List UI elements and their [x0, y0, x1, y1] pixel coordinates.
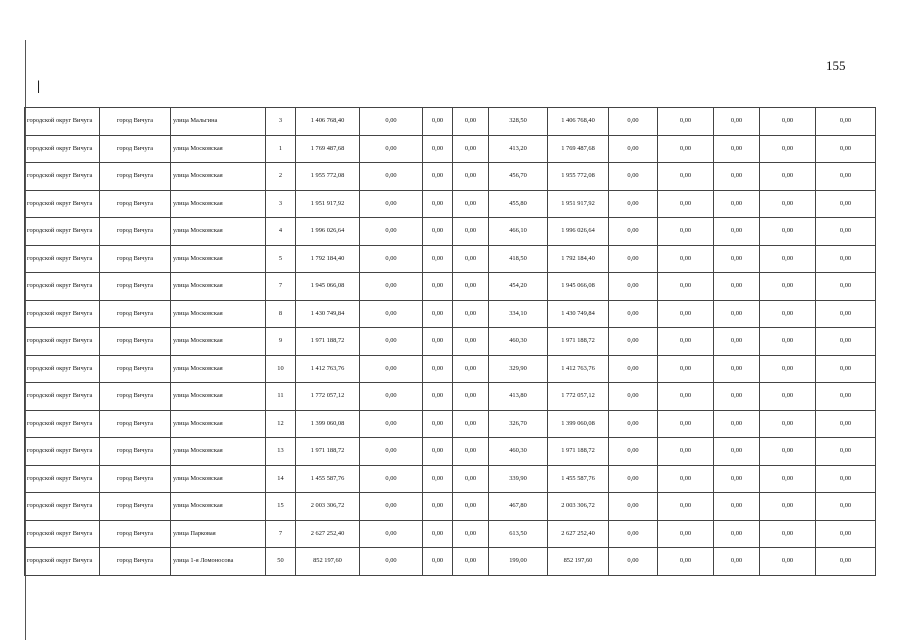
table-cell: городской округ Вичуга [25, 410, 100, 438]
table-cell: 0,00 [816, 163, 876, 191]
table-cell: городской округ Вичуга [25, 163, 100, 191]
table-cell: 0,00 [714, 328, 760, 356]
table-cell: городской округ Вичуга [25, 135, 100, 163]
table-cell: 2 003 306,72 [296, 493, 360, 521]
table-cell: 0,00 [453, 218, 489, 246]
table-cell: 1 772 057,12 [548, 383, 609, 411]
table-cell: 0,00 [816, 135, 876, 163]
table-cell: 0,00 [360, 300, 423, 328]
table-cell: 1 406 768,40 [548, 108, 609, 136]
table-cell: 0,00 [816, 465, 876, 493]
table-cell: город Вичуга [100, 465, 171, 493]
table-cell: 0,00 [714, 273, 760, 301]
table-cell: 0,00 [423, 163, 453, 191]
table-cell: 0,00 [609, 108, 658, 136]
table-cell: 0,00 [609, 410, 658, 438]
table-cell: 454,20 [489, 273, 548, 301]
table-cell: городской округ Вичуга [25, 190, 100, 218]
table-cell: улица Московская [171, 190, 266, 218]
table-cell: город Вичуга [100, 190, 171, 218]
table-cell: городской округ Вичуга [25, 493, 100, 521]
table-cell: 1 971 188,72 [548, 328, 609, 356]
table-cell: 2 627 252,40 [548, 520, 609, 548]
table-cell: 0,00 [453, 108, 489, 136]
table-cell: 328,50 [489, 108, 548, 136]
table-cell: 0,00 [423, 190, 453, 218]
table-cell: 0,00 [816, 493, 876, 521]
table-cell: 0,00 [453, 548, 489, 576]
table-cell: городской округ Вичуга [25, 355, 100, 383]
table-cell: 1 [266, 135, 296, 163]
table-cell: 7 [266, 273, 296, 301]
table-cell: городской округ Вичуга [25, 218, 100, 246]
table-row [25, 300, 876, 328]
table-cell: 339,90 [489, 465, 548, 493]
table-cell: 0,00 [658, 190, 714, 218]
table-cell: 0,00 [714, 520, 760, 548]
table-cell: 1 996 026,64 [548, 218, 609, 246]
table-cell: город Вичуга [100, 108, 171, 136]
table-cell: 0,00 [453, 493, 489, 521]
table-cell: 0,00 [714, 218, 760, 246]
table-cell: 0,00 [453, 465, 489, 493]
table-cell: 0,00 [816, 273, 876, 301]
table-cell: 0,00 [453, 383, 489, 411]
table-cell: 0,00 [360, 190, 423, 218]
table-cell: 0,00 [658, 108, 714, 136]
table-cell: 0,00 [360, 465, 423, 493]
table-cell: 0,00 [360, 438, 423, 466]
table-cell: 14 [266, 465, 296, 493]
table-cell: 1 430 749,84 [296, 300, 360, 328]
table-cell: 0,00 [816, 438, 876, 466]
table-cell: 1 430 749,84 [548, 300, 609, 328]
table-cell: 0,00 [360, 163, 423, 191]
table-row [25, 328, 876, 356]
table-cell: 0,00 [609, 300, 658, 328]
table-cell: 0,00 [714, 438, 760, 466]
table-cell: 0,00 [760, 548, 816, 576]
table-cell: 0,00 [714, 190, 760, 218]
table-cell: 0,00 [658, 383, 714, 411]
table-cell: 0,00 [453, 245, 489, 273]
table-cell: 0,00 [423, 108, 453, 136]
table-cell: 456,70 [489, 163, 548, 191]
table-cell: 0,00 [658, 245, 714, 273]
table-cell: 0,00 [609, 438, 658, 466]
table-cell: 0,00 [360, 245, 423, 273]
table-cell: город Вичуга [100, 135, 171, 163]
table-cell: 0,00 [423, 300, 453, 328]
table-cell: 0,00 [760, 190, 816, 218]
table-cell: улица Московская [171, 383, 266, 411]
table-cell: 0,00 [609, 218, 658, 246]
table-cell: 0,00 [453, 300, 489, 328]
table-cell: городской округ Вичуга [25, 548, 100, 576]
table-cell: 1 792 184,40 [296, 245, 360, 273]
table-cell: город Вичуга [100, 438, 171, 466]
table-row [25, 438, 876, 466]
table-cell: 460,30 [489, 438, 548, 466]
table-cell: 0,00 [816, 548, 876, 576]
table-cell: 0,00 [658, 438, 714, 466]
table-cell: 13 [266, 438, 296, 466]
table-cell: 0,00 [360, 328, 423, 356]
table-cell: 1 945 066,08 [548, 273, 609, 301]
table-cell: 0,00 [816, 383, 876, 411]
table-cell: 0,00 [714, 108, 760, 136]
table-cell: 0,00 [760, 328, 816, 356]
table-cell: 0,00 [658, 465, 714, 493]
table-cell: 0,00 [609, 548, 658, 576]
table-cell: улица Московская [171, 493, 266, 521]
table-cell: 0,00 [760, 218, 816, 246]
table-cell: 0,00 [360, 383, 423, 411]
table-cell: город Вичуга [100, 163, 171, 191]
table-cell: 0,00 [760, 245, 816, 273]
table-cell: 0,00 [453, 520, 489, 548]
table-cell: 0,00 [609, 383, 658, 411]
table-cell: 413,80 [489, 383, 548, 411]
table-cell: 1 399 060,08 [548, 410, 609, 438]
table-cell: 0,00 [423, 355, 453, 383]
table-cell: город Вичуга [100, 493, 171, 521]
table-row [25, 163, 876, 191]
table-cell: 0,00 [714, 135, 760, 163]
page-number: 155 [826, 58, 846, 73]
table-cell: городской округ Вичуга [25, 520, 100, 548]
table-cell: 0,00 [816, 328, 876, 356]
table-cell: 467,80 [489, 493, 548, 521]
table-cell: 0,00 [658, 493, 714, 521]
table-cell: улица Московская [171, 410, 266, 438]
table-row [25, 273, 876, 301]
table-cell: 0,00 [760, 465, 816, 493]
table-cell: 0,00 [360, 548, 423, 576]
table-cell: 0,00 [658, 410, 714, 438]
table-cell: улица Московская [171, 438, 266, 466]
table-cell: 0,00 [658, 520, 714, 548]
table-cell: 0,00 [760, 300, 816, 328]
table-cell: 0,00 [609, 328, 658, 356]
table-cell: 0,00 [760, 108, 816, 136]
table-cell: 0,00 [714, 355, 760, 383]
table-cell: 0,00 [360, 520, 423, 548]
table-cell: городской округ Вичуга [25, 465, 100, 493]
table-cell: 0,00 [423, 383, 453, 411]
table-cell: 1 951 917,92 [296, 190, 360, 218]
table-cell: городской округ Вичуга [25, 300, 100, 328]
table-cell: 15 [266, 493, 296, 521]
table-row [25, 520, 876, 548]
table-cell: 1 971 188,72 [296, 438, 360, 466]
table-cell: городской округ Вичуга [25, 438, 100, 466]
table-cell: 0,00 [714, 548, 760, 576]
table-cell: 0,00 [360, 273, 423, 301]
table-row [25, 108, 876, 136]
table-row [25, 383, 876, 411]
table-cell: 0,00 [816, 108, 876, 136]
table-cell: 0,00 [760, 383, 816, 411]
table-cell: 0,00 [816, 218, 876, 246]
table-cell: 4 [266, 218, 296, 246]
table-cell: 0,00 [760, 135, 816, 163]
table-cell: 0,00 [760, 438, 816, 466]
table-cell: 0,00 [816, 355, 876, 383]
table-cell: 466,10 [489, 218, 548, 246]
table-cell: городской округ Вичуга [25, 328, 100, 356]
table-row [25, 548, 876, 576]
table-cell: 0,00 [714, 383, 760, 411]
table-cell: 329,90 [489, 355, 548, 383]
table-cell: 0,00 [423, 273, 453, 301]
table-cell: 0,00 [609, 355, 658, 383]
table-cell: 1 971 188,72 [296, 328, 360, 356]
table-cell: 10 [266, 355, 296, 383]
table-cell: 1 955 772,08 [296, 163, 360, 191]
table-cell: город Вичуга [100, 520, 171, 548]
table-cell: 0,00 [423, 245, 453, 273]
table-cell: городской округ Вичуга [25, 108, 100, 136]
table-cell: 9 [266, 328, 296, 356]
table-cell: 0,00 [816, 300, 876, 328]
table-cell: 0,00 [658, 273, 714, 301]
table-cell: 1 971 188,72 [548, 438, 609, 466]
table-cell: 0,00 [609, 190, 658, 218]
table-cell: 1 996 026,64 [296, 218, 360, 246]
table-cell: 418,50 [489, 245, 548, 273]
table-cell: 0,00 [453, 135, 489, 163]
table-cell: улица Московская [171, 273, 266, 301]
table-cell: 0,00 [714, 493, 760, 521]
table-cell: улица Московская [171, 465, 266, 493]
table-cell: 0,00 [453, 410, 489, 438]
table-cell: 2 003 306,72 [548, 493, 609, 521]
table-row [25, 218, 876, 246]
table-cell: 2 [266, 163, 296, 191]
table-cell: 1 955 772,08 [548, 163, 609, 191]
table-cell: 0,00 [760, 410, 816, 438]
table-cell: 0,00 [453, 273, 489, 301]
table-cell: 0,00 [714, 300, 760, 328]
table-cell: 0,00 [816, 245, 876, 273]
table-cell: улица 1-я Ломоносова [171, 548, 266, 576]
table-cell: 0,00 [453, 328, 489, 356]
data-table [24, 107, 876, 576]
margin-mark: | [37, 79, 41, 94]
table-cell: 0,00 [609, 273, 658, 301]
table-cell: 0,00 [360, 108, 423, 136]
table-cell: 0,00 [760, 493, 816, 521]
table-cell: город Вичуга [100, 383, 171, 411]
table-cell: улица Московская [171, 245, 266, 273]
table-cell: 0,00 [609, 163, 658, 191]
table-cell: 12 [266, 410, 296, 438]
table-cell: 0,00 [423, 410, 453, 438]
table-cell: 1 455 587,76 [548, 465, 609, 493]
table-cell: 199,00 [489, 548, 548, 576]
table-cell: 0,00 [609, 520, 658, 548]
table-cell: 0,00 [760, 273, 816, 301]
table-cell: 0,00 [760, 520, 816, 548]
table-cell: улица Московская [171, 300, 266, 328]
table-cell: 5 [266, 245, 296, 273]
table-cell: улица Мальгина [171, 108, 266, 136]
table-cell: 0,00 [453, 163, 489, 191]
table-cell: город Вичуга [100, 218, 171, 246]
table-cell: 0,00 [423, 520, 453, 548]
table-cell: 7 [266, 520, 296, 548]
table-row [25, 355, 876, 383]
table-cell: 2 627 252,40 [296, 520, 360, 548]
table-cell: 0,00 [714, 410, 760, 438]
table-cell: 0,00 [658, 328, 714, 356]
table-cell: 0,00 [453, 438, 489, 466]
table-cell: 3 [266, 190, 296, 218]
table-cell: 1 792 184,40 [548, 245, 609, 273]
table-cell: город Вичуга [100, 410, 171, 438]
table-cell: 0,00 [609, 135, 658, 163]
table-cell: улица Московская [171, 218, 266, 246]
table-cell: 1 772 057,12 [296, 383, 360, 411]
table-row [25, 410, 876, 438]
table-cell: 852 197,60 [548, 548, 609, 576]
table-cell: 8 [266, 300, 296, 328]
table-cell: город Вичуга [100, 273, 171, 301]
table-cell: улица Московская [171, 163, 266, 191]
table-cell: 0,00 [423, 493, 453, 521]
table-cell: 0,00 [360, 410, 423, 438]
table-cell: 0,00 [609, 493, 658, 521]
table-cell: город Вичуга [100, 355, 171, 383]
table-cell: 1 399 060,08 [296, 410, 360, 438]
table-cell: 613,50 [489, 520, 548, 548]
table-cell: 0,00 [658, 218, 714, 246]
table-cell: 0,00 [658, 300, 714, 328]
table-cell: 0,00 [360, 493, 423, 521]
table-cell: 0,00 [658, 548, 714, 576]
table-cell: 1 406 768,40 [296, 108, 360, 136]
table-cell: городской округ Вичуга [25, 245, 100, 273]
table-cell: 0,00 [760, 163, 816, 191]
table-cell: 0,00 [816, 520, 876, 548]
table-cell: 0,00 [658, 163, 714, 191]
table-cell: 413,20 [489, 135, 548, 163]
table-cell: 0,00 [714, 245, 760, 273]
table-cell: 1 455 587,76 [296, 465, 360, 493]
table-cell: улица Московская [171, 135, 266, 163]
table-cell: 460,30 [489, 328, 548, 356]
table-cell: улица Парковая [171, 520, 266, 548]
table-cell: 455,80 [489, 190, 548, 218]
table-cell: 3 [266, 108, 296, 136]
table-cell: 0,00 [658, 355, 714, 383]
table-cell: 0,00 [423, 218, 453, 246]
table-cell: 1 412 763,76 [296, 355, 360, 383]
table-cell: 0,00 [609, 465, 658, 493]
table-cell: улица Московская [171, 328, 266, 356]
table-cell: 0,00 [360, 135, 423, 163]
table-cell: 0,00 [423, 465, 453, 493]
table-cell: город Вичуга [100, 245, 171, 273]
table-cell: 50 [266, 548, 296, 576]
table-row [25, 190, 876, 218]
table-cell: 0,00 [423, 548, 453, 576]
table-cell: город Вичуга [100, 548, 171, 576]
table-cell: 0,00 [360, 355, 423, 383]
table-cell: 1 412 763,76 [548, 355, 609, 383]
table-cell: городской округ Вичуга [25, 383, 100, 411]
table-cell: 1 769 487,68 [296, 135, 360, 163]
table-cell: 1 945 066,08 [296, 273, 360, 301]
table-row [25, 493, 876, 521]
table-cell: 0,00 [423, 328, 453, 356]
table-cell: улица Московская [171, 355, 266, 383]
table-cell: 0,00 [714, 465, 760, 493]
table-row [25, 465, 876, 493]
table-cell: 0,00 [658, 135, 714, 163]
table-cell: 0,00 [816, 410, 876, 438]
table-cell: 0,00 [816, 190, 876, 218]
table-cell: 334,10 [489, 300, 548, 328]
table-cell: 0,00 [423, 438, 453, 466]
table-cell: 1 951 917,92 [548, 190, 609, 218]
table-cell: 0,00 [760, 355, 816, 383]
table-cell: 0,00 [609, 245, 658, 273]
table-cell: город Вичуга [100, 328, 171, 356]
table-cell: 852 197,60 [296, 548, 360, 576]
table-cell: 0,00 [360, 218, 423, 246]
table-cell: 0,00 [453, 355, 489, 383]
table-row [25, 245, 876, 273]
table-row [25, 135, 876, 163]
table-cell: 0,00 [453, 190, 489, 218]
table-cell: 1 769 487,68 [548, 135, 609, 163]
table-cell: 11 [266, 383, 296, 411]
table-cell: 326,70 [489, 410, 548, 438]
table-cell: город Вичуга [100, 300, 171, 328]
table-cell: 0,00 [423, 135, 453, 163]
table-cell: 0,00 [714, 163, 760, 191]
table-cell: городской округ Вичуга [25, 273, 100, 301]
